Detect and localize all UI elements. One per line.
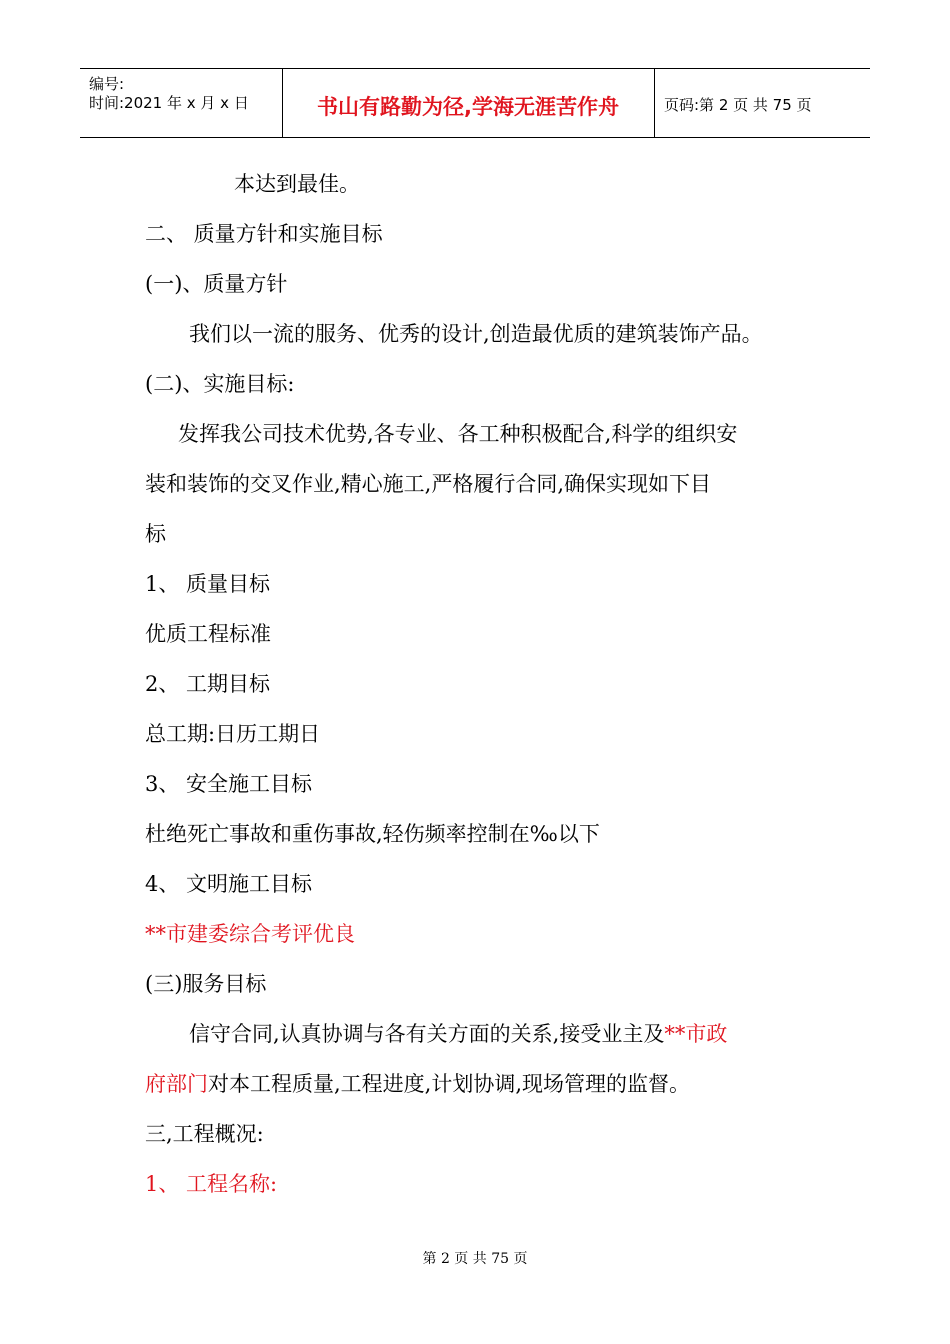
- paragraph-continuation: 本达到最佳。: [234, 172, 360, 196]
- service-text-part: 信守合同,认真协调与各有关方面的关系,接受业主及: [189, 1022, 665, 1046]
- item-schedule-goal-text: 总工期:日历工期日: [145, 722, 321, 746]
- header-meta-cell: [80, 69, 283, 137]
- goals-paragraph-line-3: 标: [145, 522, 166, 546]
- date-label: 时间:2021 年 x 月 x 日: [89, 94, 249, 112]
- subsection-implementation-goals: (二)、实施目标:: [145, 372, 295, 396]
- header-motto-cell: [282, 69, 655, 137]
- header-motto: 书山有路勤为径,学海无涯苦作舟: [317, 95, 619, 119]
- page-header: [80, 68, 870, 138]
- serial-number-label: 编号:: [89, 75, 125, 93]
- section-heading-3: 三,工程概况:: [145, 1122, 264, 1146]
- section-heading-2: 二、 质量方针和实施目标: [145, 222, 383, 246]
- item-civilized-goal-text: **市建委综合考评优良: [145, 922, 355, 946]
- item-safety-goal-text: 杜绝死亡事故和重伤事故,轻伤频率控制在‰以下: [145, 822, 600, 846]
- service-text-part-2: 对本工程质量,工程进度,计划协调,现场管理的监督。: [208, 1072, 691, 1096]
- goals-paragraph-line-1: 发挥我公司技术优势,各专业、各工种积极配合,科学的组织安: [178, 422, 738, 446]
- service-paragraph-line-1: [189, 1024, 727, 1045]
- item-quality-goal-title: 1、 质量目标: [145, 572, 271, 596]
- header-page-code: 页码:第 2 页 共 75 页: [664, 96, 812, 114]
- service-red-text: **市政: [664, 1022, 728, 1046]
- quality-policy-text: 我们以一流的服务、优秀的设计,创造最优质的建筑装饰产品。: [189, 322, 763, 346]
- item-quality-goal-text: 优质工程标准: [145, 622, 271, 646]
- goals-paragraph-line-2: 装和装饰的交叉作业,精心施工,严格履行合同,确保实现如下目: [145, 472, 712, 496]
- item-safety-goal-title: 3、 安全施工目标: [145, 772, 313, 796]
- item-schedule-goal-title: 2、 工期目标: [145, 672, 271, 696]
- page-footer: 第 2 页 共 75 页: [422, 1251, 528, 1267]
- subsection-service-goals: (三)服务目标: [145, 972, 267, 996]
- project-name-item: 1、 工程名称:: [145, 1172, 278, 1196]
- service-red-text-2: 府部门: [145, 1072, 208, 1096]
- subsection-quality-policy: (一)、质量方针: [145, 272, 288, 296]
- item-civilized-goal-title: 4、 文明施工目标: [145, 872, 313, 896]
- header-page-cell: [655, 69, 870, 137]
- service-paragraph-line-2: [145, 1074, 690, 1095]
